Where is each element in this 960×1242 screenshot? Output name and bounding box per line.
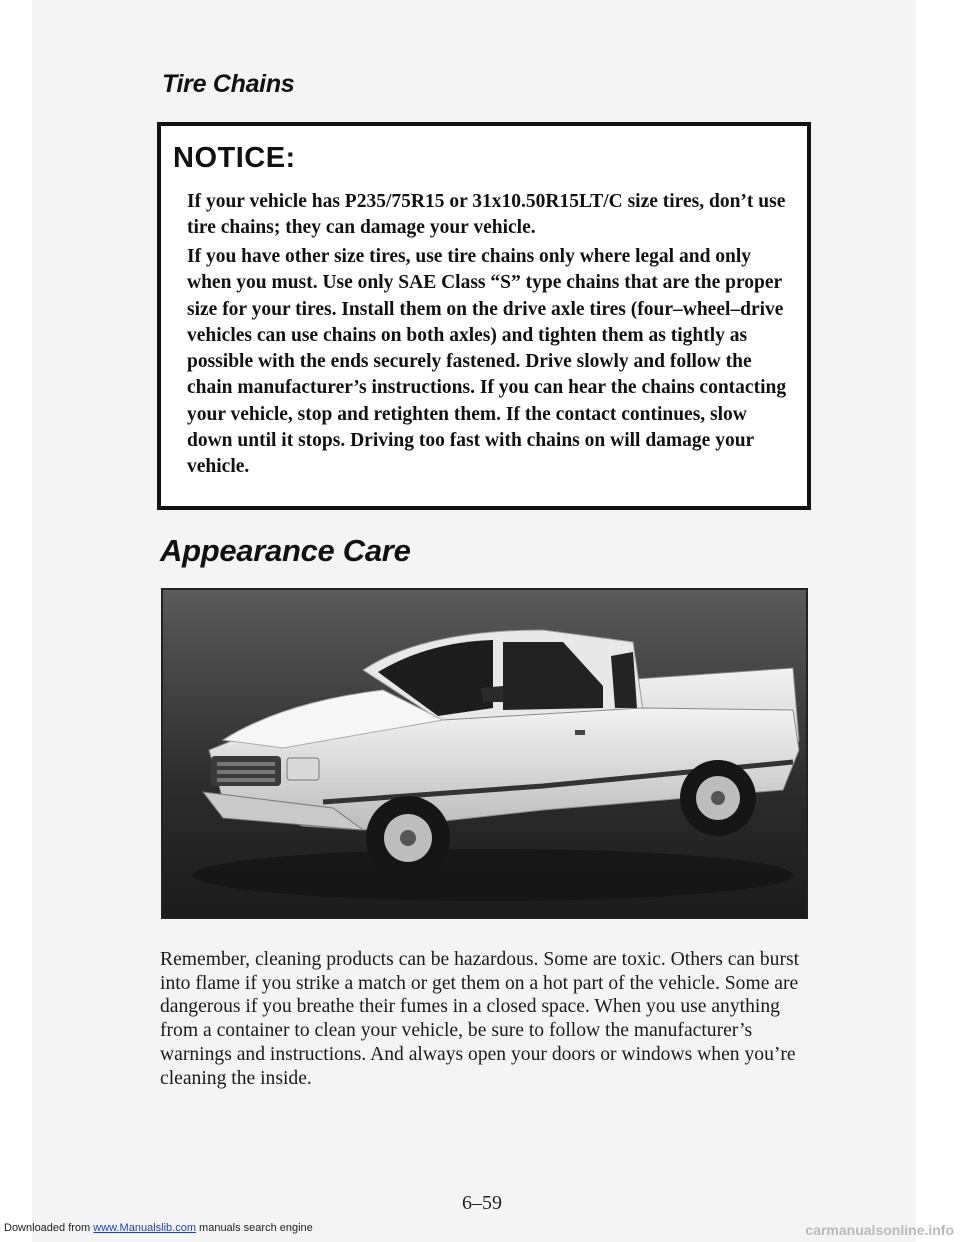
manualslib-link[interactable]: www.Manualslib.com bbox=[93, 1222, 196, 1234]
appearance-care-title: Appearance Care bbox=[160, 533, 411, 568]
pickup-truck-illustration bbox=[163, 590, 806, 917]
footer-suffix: manuals search engine bbox=[195, 1222, 313, 1234]
page-number: 6–59 bbox=[462, 1192, 502, 1214]
section-title: Tire Chains bbox=[162, 70, 295, 98]
download-footer bbox=[4, 1222, 313, 1234]
cleaning-warning-text: Remember, cleaning products can be hazardous. Some are toxic. Others can burst into flame if you strike a match or get them on a hot part of the vehicle. Some are dangerous if you breathe their fumes in a closed space. When you use anything from a container to clean your vehicle, be sure to follow the manufacturer’s warnings and instructions. And always open your doors or windows when you’re cleaning the inside. bbox=[160, 949, 800, 1089]
notice-paragraph-2: If you have other size tires, use tire chains only where legal and only when you must. Use only SAE Class “S” type chains that are the proper size for your tires. Install them on the drive axle tires (four–wheel–drive vehicles can use chains on both axles) and tighten them as tightly as possible with the ends securely fastened. Drive slowly and follow the chain manufacturer’s instructions. If you can hear the chains contacting your vehicle, stop and retighten them. If the contact continues, slow down until it stops. Driving too fast with chains on will damage your vehicle. bbox=[187, 246, 787, 478]
footer-prefix: Downloaded from bbox=[4, 1222, 94, 1234]
notice-paragraph-1: If your vehicle has P235/75R15 or 31x10.50R15LT/C size tires, don’t use tire chains; they can damage your vehicle. bbox=[187, 191, 786, 239]
notice-box bbox=[157, 122, 811, 510]
notice-heading: NOTICE: bbox=[173, 142, 296, 174]
watermark: carmanualsonline.info bbox=[805, 1222, 954, 1238]
pickup-truck-photo bbox=[161, 588, 808, 919]
